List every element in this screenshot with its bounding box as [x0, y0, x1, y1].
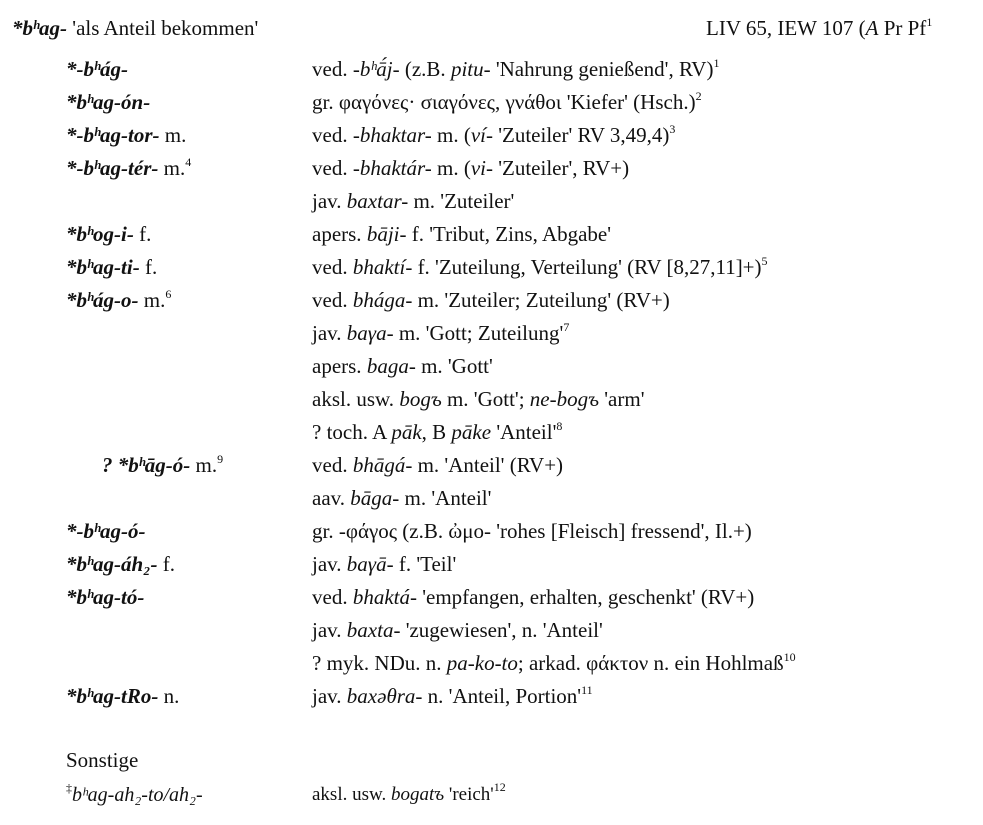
gloss-text: f. 'Zuteilung, Verteilung' (RV [8,27,11]+)	[412, 255, 762, 279]
language: ved.	[312, 585, 353, 609]
entry-row	[0, 287, 983, 323]
language: apers.	[312, 354, 367, 378]
lemma-form: ? *bʰāg-ó-	[102, 453, 191, 477]
gloss	[312, 683, 593, 708]
entry-row	[0, 224, 983, 257]
entry-list	[0, 56, 983, 719]
gloss-form: ne-bogъ	[529, 387, 600, 411]
language: aksl. usw.	[312, 387, 400, 411]
lemma-form: *-bʰag-tor-	[66, 123, 160, 147]
gloss-tail: 'Anteil'	[491, 420, 557, 444]
gloss-text: 'empfangen, erhalten, geschenkt' (RV+)	[416, 585, 755, 609]
entry-row-other	[0, 780, 983, 818]
lemma-gender: m.	[159, 123, 187, 147]
reference-tail: Pr Pf	[878, 16, 927, 40]
gloss	[312, 356, 493, 377]
gloss	[312, 224, 611, 245]
footnote-ref: 8	[556, 419, 563, 433]
entry-row	[0, 452, 983, 488]
footnote-ref: 2	[695, 89, 702, 103]
word-form: bhāgá-	[352, 453, 413, 477]
footnote-ref: 5	[761, 254, 768, 268]
lemma	[66, 287, 172, 312]
gloss-text: m. (	[431, 156, 471, 180]
lemma-form: *bʰag-ti-	[66, 255, 140, 279]
gloss	[312, 620, 603, 641]
footnote-ref: 1	[713, 56, 720, 70]
lemma-form: *-bʰag-ó-	[66, 519, 146, 543]
gloss-text: m. 'Gott';	[441, 387, 530, 411]
gloss-text: f. 'Teil'	[393, 552, 457, 576]
language: ved.	[312, 288, 353, 312]
entry-row	[0, 191, 983, 224]
root-meaning: 'als Anteil bekommen'	[67, 16, 259, 40]
lemma-form: *bʰog-i-	[66, 222, 134, 246]
language: ved.	[312, 156, 353, 180]
gloss-tail: 'Nahrung genießend', RV)	[490, 57, 714, 81]
entry-row	[0, 620, 983, 653]
lemma	[66, 521, 146, 542]
language: aksl. usw.	[312, 784, 391, 805]
reference-line	[706, 15, 933, 40]
gloss-text: m. 'Gott; Zuteilung'	[393, 321, 564, 345]
gloss	[312, 419, 563, 444]
gloss-text: , B	[421, 420, 452, 444]
footnote-ref: 9	[217, 452, 224, 466]
gloss-text: m. (	[431, 123, 471, 147]
lemma	[66, 686, 179, 707]
gloss-text: ; arkad. φάκτον n. ein Hohlmaß	[517, 651, 784, 675]
lemma	[66, 125, 186, 146]
footnote-ref: 3	[669, 122, 676, 136]
lemma-form: *bʰág-o-	[66, 288, 139, 312]
word-form: -bʰā́j-	[352, 57, 400, 81]
word-form: bhága-	[352, 288, 413, 312]
entry-row	[0, 521, 983, 554]
language: aav.	[312, 486, 351, 510]
gloss-text: 'reich'	[444, 784, 494, 805]
entry-row	[0, 56, 983, 92]
lemma	[66, 554, 175, 575]
gloss-text: -φάγος (z.B. ὠμο- 'rohes [Fleisch] fressend', Il.+)	[338, 519, 752, 543]
entry-row	[0, 89, 983, 125]
word-form: -bhaktár-	[352, 156, 432, 180]
lemma	[102, 452, 224, 477]
gloss-text: (z.B.	[399, 57, 451, 81]
gloss	[312, 587, 754, 608]
lemma	[66, 781, 203, 806]
language: apers.	[312, 222, 367, 246]
lemma-form: *bʰag-tó-	[66, 585, 145, 609]
gloss-form: ví-	[470, 123, 493, 147]
entry-row	[0, 488, 983, 521]
word-form: baxtar-	[346, 189, 409, 213]
lemma	[66, 224, 151, 245]
word-form: bogatъ	[391, 784, 445, 805]
word-form: pāk	[391, 420, 422, 444]
entry-row	[0, 356, 983, 389]
lemma-form: *-bʰag-tér-	[66, 156, 159, 180]
entry-row	[0, 419, 983, 455]
gloss-form: vi-	[470, 156, 493, 180]
entry-row	[0, 587, 983, 620]
language: jav.	[312, 552, 347, 576]
word-form: baγa-	[346, 321, 394, 345]
lemma-form: bʰag-ah₂-to/ah₂-	[72, 784, 203, 806]
lemma-form: *-bʰág-	[66, 57, 129, 81]
gloss	[312, 56, 720, 81]
gloss	[312, 389, 644, 410]
gloss-text: n. 'Anteil, Portion'	[422, 684, 582, 708]
gloss-form: pitu-	[450, 57, 491, 81]
word-form: baγā-	[346, 552, 394, 576]
gloss	[312, 554, 456, 575]
gloss	[312, 650, 796, 675]
reference-text: LIV 65, IEW 107 (	[706, 16, 866, 40]
language: ved.	[312, 453, 353, 477]
lemma-form: *bʰag-áh₂-	[66, 552, 158, 576]
language: ved.	[312, 255, 353, 279]
lemma-mark: ‡	[66, 781, 72, 795]
entry-header	[12, 18, 258, 39]
lemma	[66, 155, 192, 180]
language: ved.	[312, 123, 353, 147]
lemma-gender: f.	[157, 552, 176, 576]
language: jav.	[312, 618, 347, 642]
language: ? toch. A	[312, 420, 392, 444]
gloss-text: m. 'Zuteiler'	[408, 189, 515, 213]
footnote-ref: 4	[185, 155, 192, 169]
reference-abbrev: A	[865, 16, 879, 40]
entry-row	[0, 254, 983, 290]
gloss-text: m. 'Anteil'	[399, 486, 492, 510]
gloss	[312, 191, 514, 212]
language: ved.	[312, 57, 353, 81]
reference-note: 1	[926, 15, 933, 29]
footnote-ref: 7	[563, 320, 570, 334]
gloss	[312, 488, 491, 509]
gloss	[312, 254, 768, 279]
word-form: bhaktá-	[352, 585, 417, 609]
entry-row	[0, 122, 983, 158]
lemma-gender: m.	[158, 156, 186, 180]
lemma	[66, 587, 144, 608]
entry-row	[0, 650, 983, 686]
footnote-ref: 6	[165, 287, 172, 301]
language: gr.	[312, 90, 339, 114]
gloss-tail: 'Zuteiler' RV 3,49,4)	[492, 123, 670, 147]
language: jav.	[312, 189, 347, 213]
language: ? myk. NDu. n.	[312, 651, 447, 675]
entry-row	[0, 554, 983, 587]
root-lemma: *bʰag-	[12, 16, 68, 40]
word-form: bāga-	[350, 486, 400, 510]
lemma-gender: m.	[190, 453, 218, 477]
gloss-form: pāke	[451, 420, 492, 444]
lemma	[66, 59, 128, 80]
lemma-gender: f.	[139, 255, 158, 279]
gloss	[312, 290, 670, 311]
entry-row	[0, 389, 983, 422]
word-form: bogъ	[399, 387, 442, 411]
section-heading: Sonstige	[66, 748, 139, 772]
gloss-text: f. 'Tribut, Zins, Abgabe'	[406, 222, 612, 246]
gloss-text: m. 'Anteil' (RV+)	[412, 453, 564, 477]
gloss	[312, 89, 702, 114]
gloss	[312, 455, 563, 476]
language: gr.	[312, 519, 339, 543]
gloss-tail: 'arm'	[599, 387, 645, 411]
gloss-text: m. 'Zuteiler; Zuteilung' (RV+)	[412, 288, 670, 312]
lemma-form: *bʰag-ón-	[66, 90, 151, 114]
footnote-ref: 12	[493, 780, 506, 794]
entry-row	[0, 683, 983, 719]
word-form: bāji-	[366, 222, 407, 246]
lemma	[66, 257, 157, 278]
lemma-gender: f.	[133, 222, 152, 246]
gloss-text: 'zugewiesen', n. 'Anteil'	[400, 618, 603, 642]
footnote-ref: 10	[783, 650, 796, 664]
word-form: pa-ko-to	[446, 651, 518, 675]
language: jav.	[312, 321, 347, 345]
word-form: baxta-	[346, 618, 401, 642]
lemma-gender: m.	[138, 288, 166, 312]
word-form: bhaktí-	[352, 255, 413, 279]
gloss-text: m. 'Gott'	[415, 354, 493, 378]
entry-row	[0, 155, 983, 191]
entry-row	[0, 320, 983, 356]
word-form: -bhaktar-	[352, 123, 432, 147]
gloss-tail: 'Zuteiler', RV+)	[492, 156, 630, 180]
footnote-ref: 11	[581, 683, 593, 697]
language: jav.	[312, 684, 347, 708]
lemma	[66, 92, 150, 113]
word-form: baga-	[366, 354, 416, 378]
gloss	[312, 780, 506, 805]
gloss	[312, 158, 629, 179]
lemma-gender: n.	[158, 684, 180, 708]
lemma-form: *bʰag-tRo-	[66, 684, 159, 708]
word-form: baxəθra-	[346, 684, 423, 708]
gloss	[312, 320, 570, 345]
gloss	[312, 521, 752, 542]
gloss-text: φαγόνες· σιαγόνες, γνάθοι 'Kiefer' (Hsch.)	[338, 90, 696, 114]
gloss	[312, 122, 676, 147]
